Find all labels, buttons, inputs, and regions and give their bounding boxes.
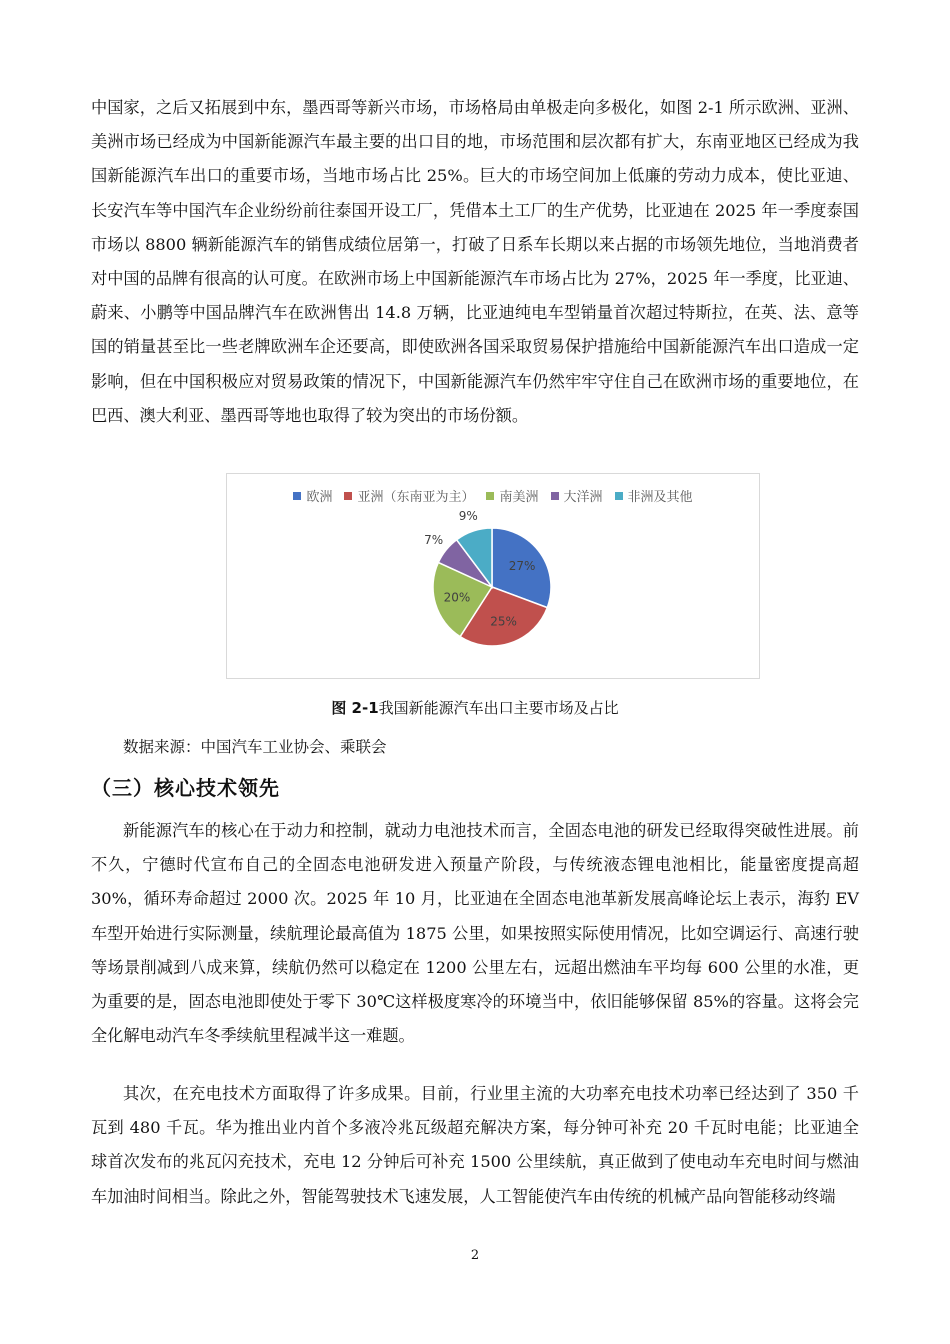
data-source: 数据来源：中国汽车工业协会、乘联会 bbox=[123, 738, 387, 756]
data-label: 7% bbox=[424, 532, 444, 547]
paragraph-battery-tech: 新能源汽车的核心在于动力和控制，就动力电池技术而言，全固态电池的研发已经取得突破性进展。前不久，宁德时代宣布自己的全固态电池研发进入预量产阶段，与传统液态锂电池相比，能量密度提高超 30%，循环寿命超过 2000 次。2025 年 10 月，比亚迪在全固态电池革新发展高峰论坛上表示，海豹 EV 车型开始进行实际测量，续航理论最高值为 1875 公里，如果按照实际使用情况，比如空调运行、高速行驶等场景削减到八成来算，续航仍然可以稳定在 1200 公里左右，远超出燃油车平均每 600 公里的水准，更为重要的是，固态电池即使处于零下 30℃这样极度寒冷的环境当中，依旧能够保留 85%的容量。这将会完全化解电动汽车冬季续航里程减半这一难题。 bbox=[91, 821, 859, 1046]
legend-label: 欧洲 bbox=[306, 490, 333, 505]
legend-label: 亚洲（东南亚为主） bbox=[357, 490, 475, 505]
legend-label: 非洲及其他 bbox=[627, 490, 693, 505]
legend-label: 南美洲 bbox=[499, 490, 539, 505]
paragraph-charging-tech: 其次，在充电技术方面取得了许多成果。目前，行业里主流的大功率充电技术功率已经达到了 350 千瓦到 480 千瓦。华为推出业内首个多液冷兆瓦级超充解决方案，每分钟可补充 20 千瓦时电能；比亚迪全球首次发布的兆瓦闪充技术，充电 12 分钟后可补充 1500 公里续航，真正做到了使电动车充电时间与燃油车加油时间相当。除此之外，智能驾驶技术飞速发展，人工智能使汽车由传统的机械产品向智能移动终端 bbox=[91, 1084, 859, 1206]
data-label: 25% bbox=[490, 614, 517, 629]
data-label: 20% bbox=[443, 590, 471, 605]
figure-caption bbox=[0, 697, 950, 718]
figure-caption-text: 我国新能源汽车出口主要市场及占比 bbox=[378, 699, 619, 717]
paragraph-export-markets: 中国家，之后又拓展到中东，墨西哥等新兴市场，市场格局由单极走向多极化，如图 2-1 所示欧洲、亚洲、美洲市场已经成为中国新能源汽车最主要的出口目的地，市场范围和层次都有扩大，东南亚地区已经成为我国新能源汽车出口的重要市场，当地市场占比 25%。巨大的市场空间加上低廉的劳动力成本，使比亚迪、长安汽车等中国汽车企业纷纷前往泰国开设工厂，凭借本土工厂的生产优势，比亚迪在 2025 年一季度泰国市场以 8800 辆新能源汽车的销售成绩位居第一，打破了日系车长期以来占据的市场领先地位，当地消费者对中国的品牌有很高的认可度。在欧洲市场上中国新能源汽车市场占比为 27%，2025 年一季度，比亚迪、蔚来、小鹏等中国品牌汽车在欧洲售出 14.8 万辆，比亚迪纯电车型销量首次超过特斯拉，在英、法、意等国的销量甚至比一些老牌欧洲车企还要高，即使欧洲各国采取贸易保护措施给中国新能源汽车出口造成一定影响，但在中国积极应对贸易政策的情况下，中国新能源汽车仍然牢牢守住自己在欧洲市场的重要地位，在巴西、澳大利亚、墨西哥等地也取得了较为突出的市场份额。 bbox=[91, 98, 859, 425]
pie-chart-svg bbox=[227, 474, 759, 678]
figure-number: 图 2-1 bbox=[331, 699, 379, 717]
pie-chart-export-markets bbox=[226, 473, 760, 679]
data-label: 27% bbox=[508, 559, 536, 574]
data-label: 9% bbox=[458, 508, 478, 523]
section-heading: （三）核心技术领先 bbox=[91, 776, 280, 800]
legend-label: 大洋洲 bbox=[563, 490, 603, 505]
page-number: 2 bbox=[470, 1248, 480, 1263]
